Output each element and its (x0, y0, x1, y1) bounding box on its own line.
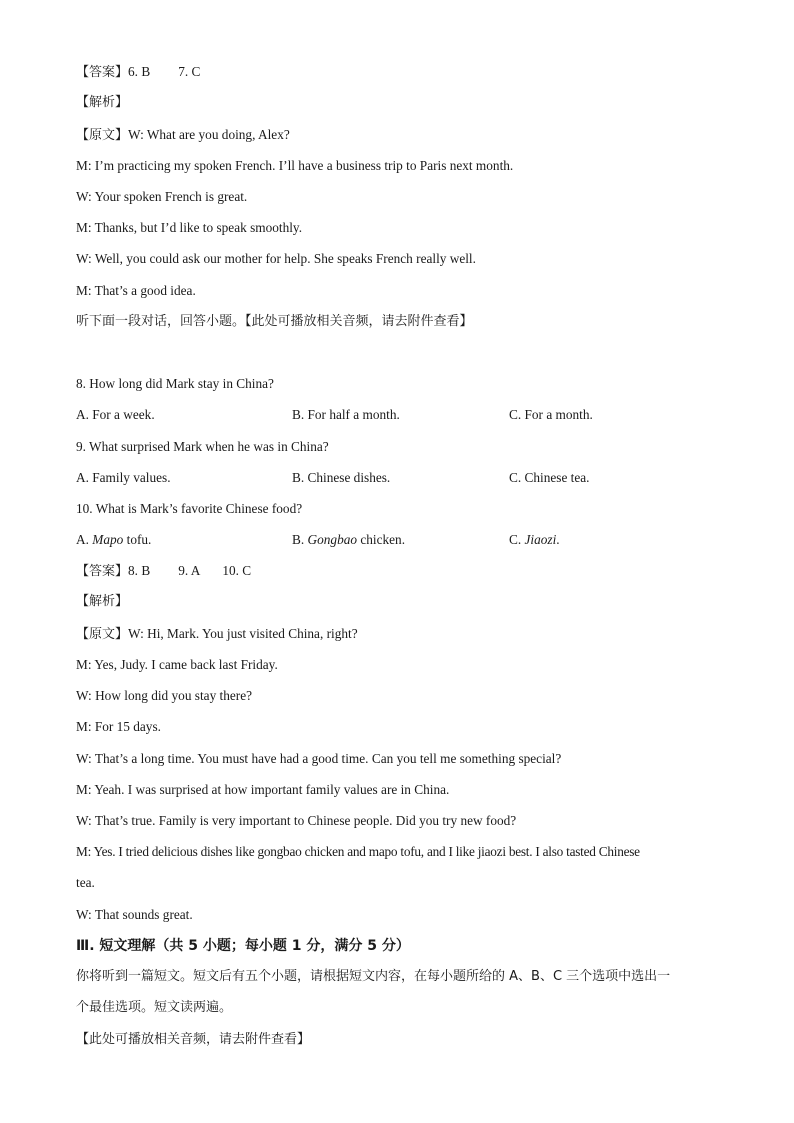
analysis-label: 【解析】 (76, 594, 129, 609)
transcript-text: M: For 15 days. (76, 719, 161, 734)
option-suffix: chicken. (357, 532, 406, 547)
transcript-text: M: Yes, Judy. I came back last Friday. (76, 657, 278, 672)
answer-9: 9. A (178, 563, 201, 578)
audio-note[interactable]: 【此处可播放相关音频，请去附件查看】 (245, 314, 473, 329)
transcript-text: W: Hi, Mark. You just visited China, right? (128, 626, 358, 641)
option-italic: Mapo (92, 532, 124, 547)
transcript-label: 【原文】 (76, 128, 129, 143)
answer-6: 6. B (128, 64, 151, 79)
option-prefix: C. (509, 532, 525, 547)
answer-10: 10. C (222, 563, 252, 578)
option-c: C. Chinese tea. (509, 470, 590, 485)
option-prefix: A. (76, 532, 93, 547)
answer-line-8-10 (76, 562, 251, 581)
option-italic: Gongbao (307, 532, 358, 547)
option-a: A. For a week. (76, 407, 155, 422)
section-heading: Ⅲ. 短文理解（共 5 小题；每小题 1 分，满分 5 分） (76, 938, 410, 954)
audio-note[interactable]: 【此处可播放相关音频，请去附件查看】 (76, 1032, 311, 1047)
option-b (292, 531, 405, 549)
option-c: C. For a month. (509, 407, 593, 422)
transcript-text: M: Thanks, but I’d like to speak smoothly. (76, 220, 303, 235)
transcript-text: W: That’s true. Family is very important to Chinese people. Did you try new food? (76, 813, 517, 828)
transcript-text: M: Yeah. I was surprised at how important family values are in China. (76, 782, 450, 797)
question-stem: 8. How long did Mark stay in China? (76, 376, 274, 391)
instruction-text: 听下面一段对话，回答小题。 (76, 314, 246, 329)
transcript-text: W: That’s a long time. You must have had a good time. Can you tell me something special? (76, 751, 562, 766)
option-a: A. Family values. (76, 470, 171, 485)
question-stem: 10. What is Mark’s favorite Chinese food? (76, 501, 303, 516)
answer-label: 【答案】 (76, 65, 129, 80)
option-prefix: B. (292, 532, 308, 547)
transcript-text: W: Your spoken French is great. (76, 189, 248, 204)
answer-label: 【答案】 (76, 564, 129, 579)
section-instruction: 个最佳选项。短文读两遍。 (76, 1000, 233, 1015)
answer-line-6-7 (76, 63, 200, 82)
option-a (76, 531, 151, 549)
transcript-text: M: I’m practicing my spoken French. I’ll have a business trip to Paris next month. (76, 158, 514, 173)
question-stem: 9. What surprised Mark when he was in China? (76, 439, 329, 454)
option-b: B. For half a month. (292, 407, 400, 422)
section-instruction: 你将听到一篇短文。短文后有五个小题，请根据短文内容，在每小题所给的 A、B、C 三个选项中选出一 (76, 969, 671, 984)
transcript-text: W: How long did you stay there? (76, 688, 253, 703)
option-suffix: . (556, 532, 560, 547)
analysis-label: 【解析】 (76, 95, 129, 110)
transcript-text: M: That’s a good idea. (76, 283, 196, 298)
option-suffix: tofu. (123, 532, 152, 547)
answer-8: 8. B (128, 563, 151, 578)
transcript-line (76, 625, 358, 644)
answer-7: 7. C (178, 64, 201, 79)
transcript-line (76, 126, 290, 145)
transcript-text: W: That sounds great. (76, 907, 193, 922)
option-c (509, 531, 560, 549)
listening-instruction (76, 313, 473, 331)
option-b: B. Chinese dishes. (292, 470, 391, 485)
option-italic: Jiaozi (524, 532, 557, 547)
transcript-text: W: Well, you could ask our mother for help. She speaks French really well. (76, 251, 476, 266)
transcript-text: W: What are you doing, Alex? (128, 127, 290, 142)
transcript-text: tea. (76, 875, 95, 890)
transcript-text: M: Yes. I tried delicious dishes like gongbao chicken and mapo tofu, and I like jiaozi best. I also tasted Chinese (76, 844, 640, 859)
transcript-label: 【原文】 (76, 627, 129, 642)
